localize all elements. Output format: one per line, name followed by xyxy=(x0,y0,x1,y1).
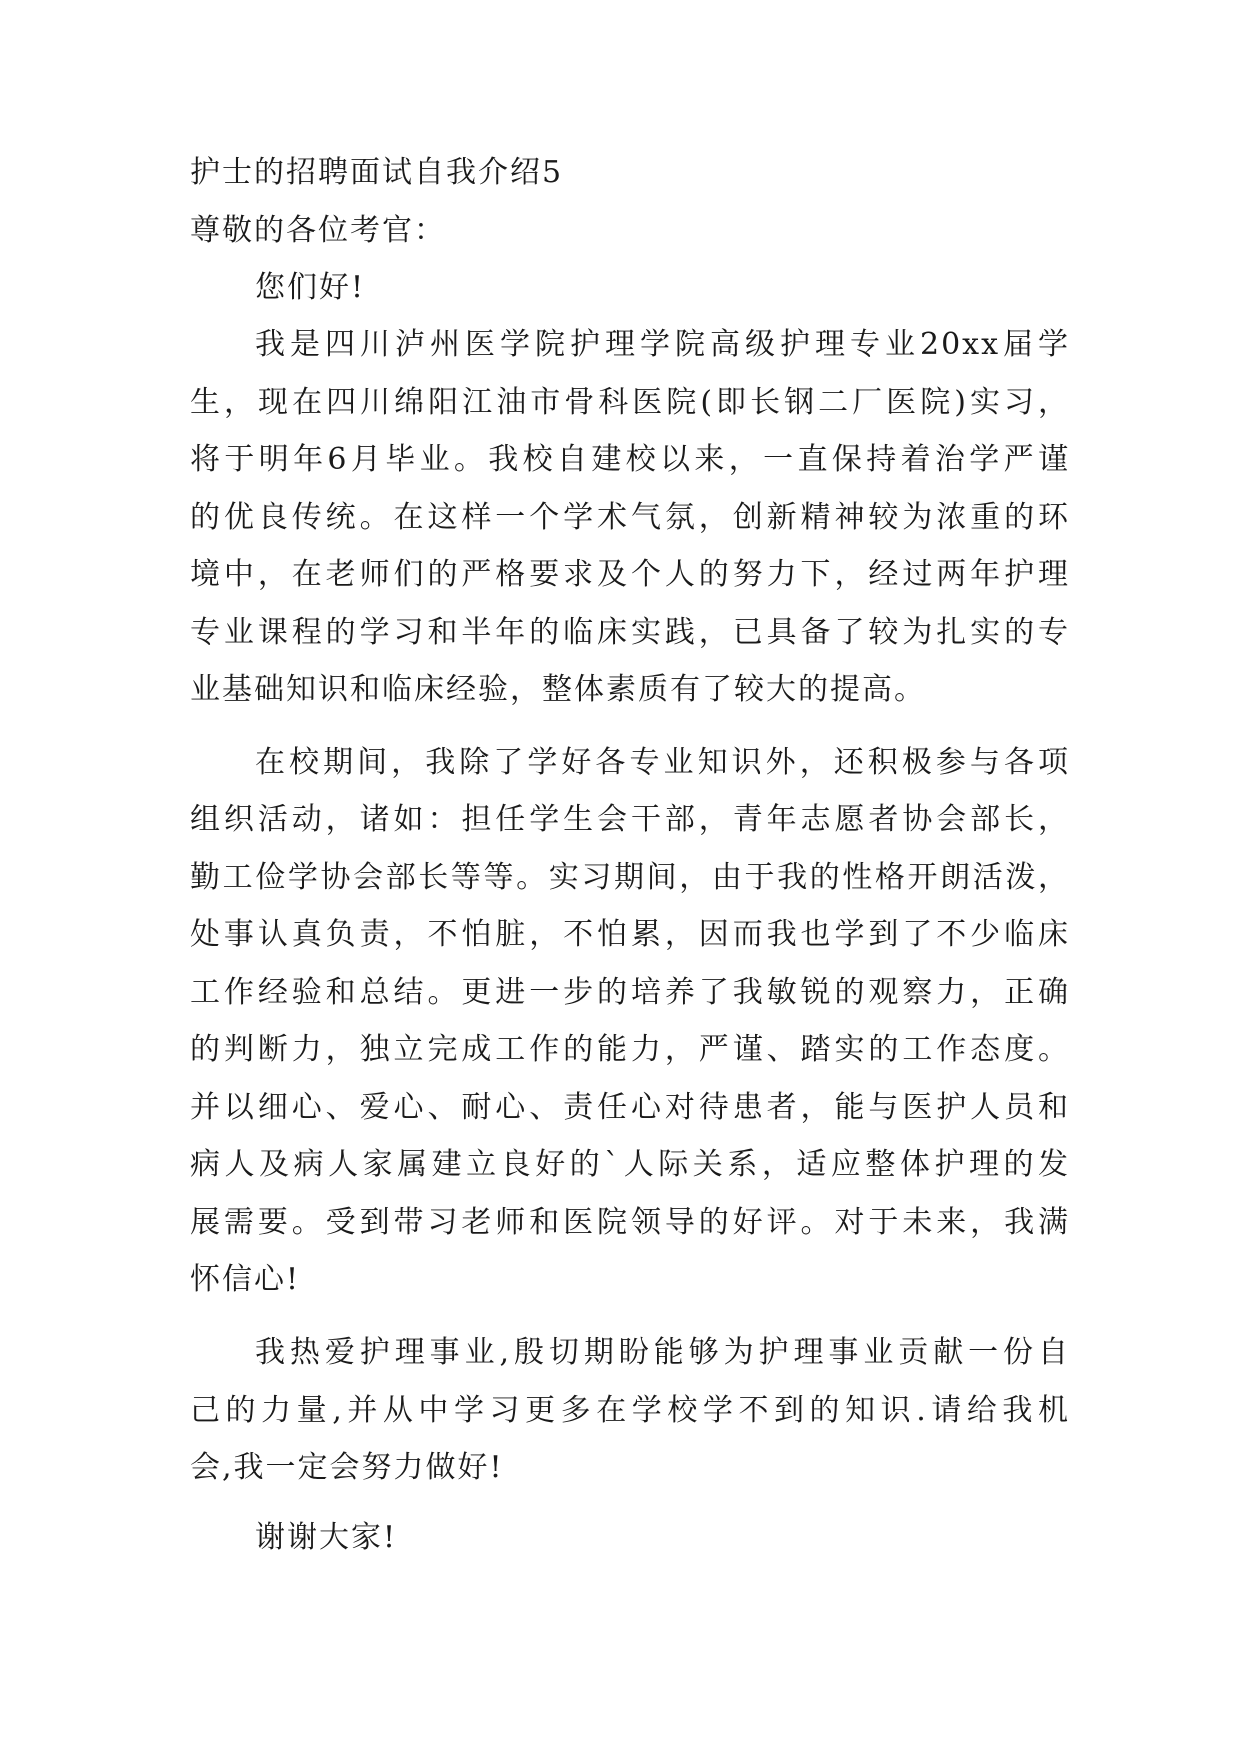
closing: 谢谢大家! xyxy=(255,1520,398,1555)
paragraph-line: 怀信心! xyxy=(190,1262,301,1297)
paragraph-line: 己的力量,并从中学习更多在学校学不到的知识.请给我机 xyxy=(190,1393,1070,1428)
paragraph-line: 在校期间，我除了学好各专业知识外，还积极参与各项 xyxy=(255,745,1070,780)
paragraph-line: 处事认真负责，不怕脏，不怕累，因而我也学到了不少临床 xyxy=(190,917,1070,952)
paragraph-line: 将于明年6月毕业。我校自建校以来，一直保持着治学严谨 xyxy=(190,442,1070,477)
paragraph-line: 生，现在四川绵阳江油市骨科医院(即长钢二厂医院)实习， xyxy=(190,385,1070,420)
paragraph-line: 展需要。受到带习老师和医院领导的好评。对于未来，我满 xyxy=(190,1205,1070,1240)
document-title: 护士的招聘面试自我介绍5 xyxy=(190,155,564,190)
paragraph-line: 的判断力，独立完成工作的能力，严谨、踏实的工作态度。 xyxy=(190,1032,1070,1067)
salutation: 尊敬的各位考官： xyxy=(190,213,446,248)
paragraph-line: 病人及病人家属建立良好的`人际关系，适应整体护理的发 xyxy=(190,1147,1070,1182)
paragraph-line: 会,我一定会努力做好! xyxy=(190,1450,504,1485)
paragraph-line: 工作经验和总结。更进一步的培养了我敏锐的观察力，正确 xyxy=(190,975,1070,1010)
paragraph-line: 组织活动，诸如：担任学生会干部，青年志愿者协会部长， xyxy=(190,802,1070,837)
paragraph-line: 境中，在老师们的严格要求及个人的努力下，经过两年护理 xyxy=(190,557,1070,592)
paragraph-line: 的优良传统。在这样一个学术气氛，创新精神较为浓重的环 xyxy=(190,500,1070,535)
greeting: 您们好! xyxy=(255,270,366,305)
paragraph-line: 我热爱护理事业,殷切期盼能够为护理事业贡献一份自 xyxy=(255,1335,1070,1370)
paragraph-line: 我是四川泸州医学院护理学院高级护理专业20xx届学 xyxy=(255,327,1070,362)
paragraph-line: 勤工俭学协会部长等等。实习期间，由于我的性格开朗活泼， xyxy=(190,860,1070,895)
paragraph-line: 专业课程的学习和半年的临床实践，已具备了较为扎实的专 xyxy=(190,615,1070,650)
paragraph-line: 业基础知识和临床经验，整体素质有了较大的提高。 xyxy=(190,672,926,707)
paragraph-line: 并以细心、爱心、耐心、责任心对待患者，能与医护人员和 xyxy=(190,1090,1070,1125)
